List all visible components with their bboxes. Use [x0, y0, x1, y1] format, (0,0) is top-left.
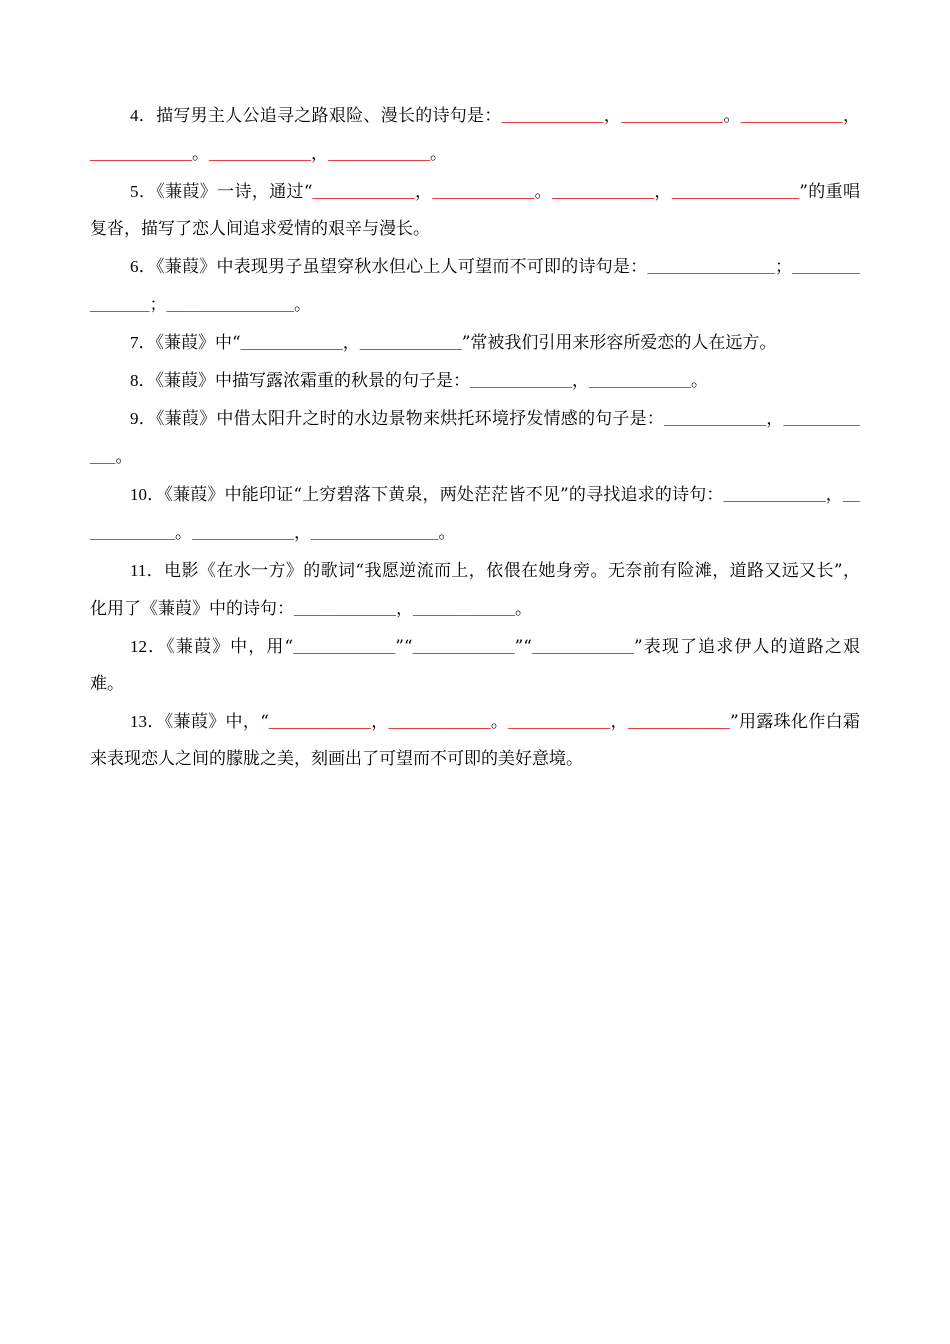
- question-text: ；: [775, 257, 792, 277]
- answer-blank[interactable]: ____________: [328, 144, 430, 163]
- question-text: 。: [490, 712, 509, 732]
- question-text: 。: [175, 523, 192, 543]
- answer-blank[interactable]: ____________: [388, 712, 491, 731]
- answer-blank[interactable]: ____________: [627, 712, 730, 731]
- answer-blank[interactable]: _______________: [90, 257, 860, 314]
- answer-blank[interactable]: ____________: [293, 637, 396, 656]
- question-item: [90, 324, 860, 362]
- question-number: 8．: [130, 371, 156, 390]
- question-text: ，: [294, 523, 311, 543]
- question-item: [90, 362, 860, 400]
- question-number: 12．: [130, 637, 167, 656]
- question-text: 《蒹葭》中，“: [164, 712, 269, 732]
- answer-blank[interactable]: ____________: [501, 106, 604, 125]
- question-text: 《蒹葭》中借太阳升之时的水边景物来烘托环境抒发情感的句子是：: [155, 409, 665, 429]
- answer-blank[interactable]: ____________: [552, 182, 655, 201]
- question-number: 4．: [130, 106, 157, 125]
- answer-blank[interactable]: ____________: [740, 106, 843, 125]
- question-item: [90, 173, 860, 248]
- question-number: 13．: [130, 712, 165, 731]
- question-text: 。: [534, 182, 553, 202]
- question-number: 10．: [130, 485, 165, 504]
- question-text: ”“: [514, 637, 532, 657]
- question-text: 。: [691, 371, 708, 391]
- question-item: [90, 703, 860, 778]
- question-text: ”的重唱复沓，描写了恋人间追求爱情的艰辛与漫长。: [90, 182, 861, 239]
- answer-blank[interactable]: _______________: [166, 295, 294, 314]
- question-text: 描写男主人公追寻之路艰险、漫长的诗句是：: [156, 106, 502, 126]
- question-text: ，: [825, 485, 843, 505]
- question-text: 。: [723, 106, 741, 126]
- question-text: ，: [603, 106, 622, 126]
- question-text: 《蒹葭》中能印证“上穷碧落下黄泉，两处茫茫皆不见”的寻找追求的诗句：: [164, 485, 724, 505]
- answer-blank[interactable]: ____________: [209, 144, 311, 163]
- answer-blank[interactable]: ____________: [192, 523, 294, 542]
- answer-blank[interactable]: ____________: [312, 182, 415, 201]
- answer-blank[interactable]: ____________: [432, 182, 535, 201]
- question-item: [90, 476, 860, 552]
- question-list: [90, 97, 860, 778]
- question-text: 《蒹葭》中，用“: [166, 637, 294, 657]
- question-text: 。: [115, 447, 133, 467]
- question-text: 。: [294, 295, 311, 315]
- answer-blank[interactable]: ____________: [470, 371, 572, 390]
- question-number: 9．: [130, 409, 156, 428]
- answer-blank[interactable]: ____________: [268, 712, 371, 731]
- question-text: 。: [192, 144, 209, 164]
- answer-blank[interactable]: ____________: [531, 637, 634, 656]
- question-text: ，: [766, 409, 784, 429]
- question-text: ，: [342, 333, 360, 353]
- question-text: 电影《在水一方》的歌词“我愿逆流而上，依偎在她身旁。无奈前有险滩，道路又远又长”，化用了《蒹葭》中的诗句：: [90, 561, 860, 619]
- question-text: ”常被我们引用来形容所爱恋的人在远方。: [461, 333, 777, 353]
- question-text: 。: [515, 599, 532, 619]
- answer-blank[interactable]: ____________: [589, 371, 691, 390]
- answer-blank[interactable]: ____________: [294, 599, 396, 618]
- answer-blank[interactable]: ____________: [723, 485, 826, 504]
- answer-blank[interactable]: ____________: [508, 712, 611, 731]
- question-item: [90, 552, 860, 628]
- answer-blank[interactable]: _______________: [671, 182, 800, 201]
- answer-blank[interactable]: ____________: [240, 333, 343, 352]
- question-text: 《蒹葭》中“: [155, 333, 241, 353]
- question-number: 11．: [130, 561, 165, 580]
- question-text: ”“: [395, 637, 413, 657]
- answer-blank[interactable]: ____________: [413, 599, 515, 618]
- question-text: ，: [842, 106, 861, 126]
- answer-blank[interactable]: ____________: [664, 409, 767, 428]
- answer-blank[interactable]: ____________: [359, 333, 462, 352]
- question-text: ，: [572, 371, 589, 391]
- question-item: [90, 248, 860, 324]
- question-number: 5．: [130, 182, 157, 201]
- question-text: ”表现了追求伊人的道路之艰难。: [90, 637, 860, 694]
- answer-blank[interactable]: ____________: [412, 637, 515, 656]
- question-item: [90, 628, 860, 703]
- question-number: 6．: [130, 257, 156, 276]
- question-item: [90, 400, 860, 476]
- question-text: ；: [149, 295, 167, 315]
- answer-blank[interactable]: ____________: [90, 409, 861, 466]
- question-item: [90, 97, 860, 173]
- question-text: ”用露珠化作白霜来表现恋人之间的朦胧之美，刻画出了可望而不可即的美好意境。: [90, 712, 861, 769]
- answer-blank[interactable]: ____________: [90, 485, 860, 542]
- question-text: 《蒹葭》中表现男子虽望穿秋水但心上人可望而不可即的诗句是：: [155, 257, 648, 277]
- question-text: ，: [610, 712, 628, 732]
- question-text: ，: [370, 712, 389, 732]
- question-number: 7．: [130, 333, 156, 352]
- answer-blank[interactable]: _______________: [647, 257, 775, 276]
- question-text: 。: [430, 144, 447, 164]
- answer-blank[interactable]: ____________: [621, 106, 724, 125]
- question-text: ，: [396, 599, 413, 619]
- answer-blank[interactable]: ____________: [90, 144, 192, 163]
- question-text: 《蒹葭》一诗，通过“: [156, 182, 313, 202]
- question-text: ，: [311, 144, 328, 164]
- question-text: ，: [414, 182, 433, 202]
- question-text: 《蒹葭》中描写露浓霜重的秋景的句子是：: [155, 371, 470, 391]
- answer-blank[interactable]: _______________: [311, 523, 439, 542]
- question-text: 。: [438, 523, 456, 543]
- question-text: ，: [654, 182, 672, 202]
